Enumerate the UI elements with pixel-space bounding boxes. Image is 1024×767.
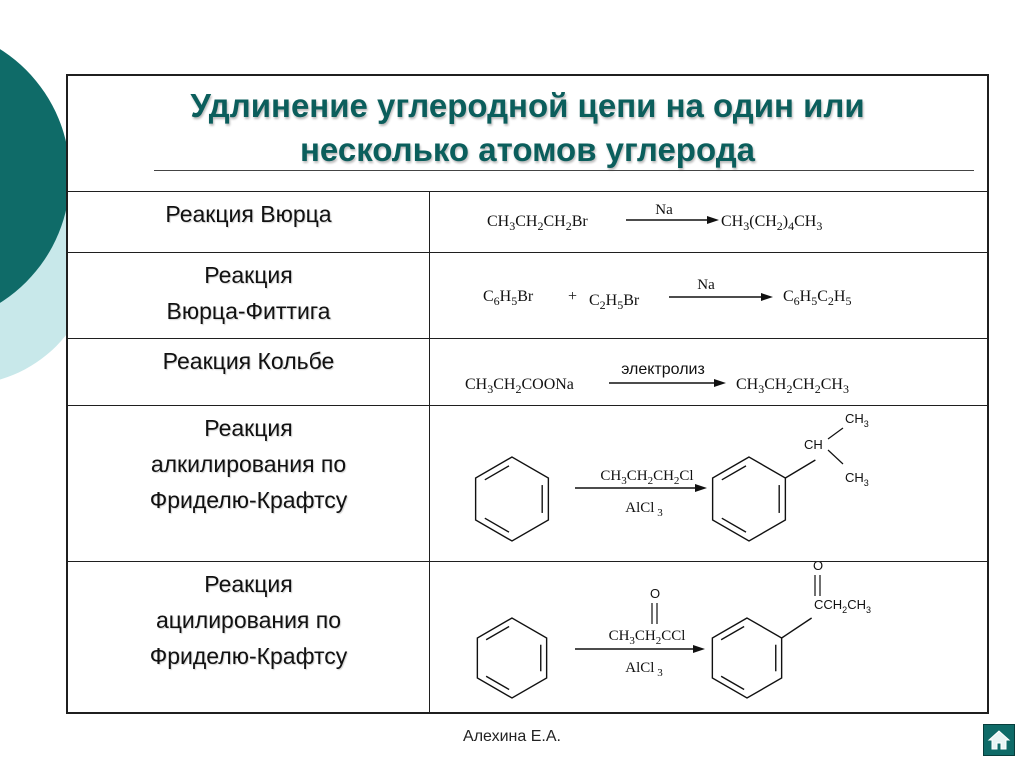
reaction-name-alkylation — [68, 406, 430, 562]
reaction-name-line: ацилирования по — [155, 607, 342, 633]
title-underline — [154, 170, 974, 171]
catalyst-label: AlCl $_3$ — [625, 500, 663, 519]
reagent-label: $CH_3CH_2CH_2Cl$ — [600, 468, 694, 487]
reaction-scheme-wurtz — [431, 192, 987, 253]
home-button[interactable] — [983, 724, 1015, 756]
benzene-reactant-double-bond-0 — [485, 466, 509, 480]
benzene-reactant-double-bond-1 — [485, 518, 509, 532]
reaction-name-acylation — [68, 562, 430, 713]
reaction-scheme-wurtz-fittig — [431, 253, 987, 339]
wurtz-fittig-equation — [431, 253, 987, 339]
acyl-chain-label: $CCH_2CH_3$ — [814, 597, 871, 615]
reagent-label: $CH_3CH_2CCl$ — [608, 628, 686, 647]
table-row-wurtz-fittig — [68, 252, 987, 339]
slide-frame — [66, 74, 989, 714]
substituent-bond — [785, 460, 815, 478]
reaction-name-wurtz-fittig — [68, 253, 430, 339]
benzene-product-double-bond-0 — [721, 626, 744, 639]
author-credit: Алехина Е.А. — [463, 728, 561, 745]
product-formula: $C_6H_5C_2H_5$ — [783, 288, 852, 308]
plus-sign: + — [568, 288, 578, 305]
reagent-label: Na — [655, 202, 673, 218]
reaction-arrow-head — [707, 216, 719, 224]
benzene-product-double-bond-1 — [721, 676, 744, 689]
reagent-oxygen-label: O — [649, 586, 661, 601]
benzene-reactant-ring — [477, 618, 546, 698]
reaction-scheme-acylation — [431, 562, 987, 713]
reaction-name-line: Реакция — [204, 262, 293, 288]
reaction-arrow-head — [693, 645, 705, 653]
benzene-reactant-double-bond-1 — [486, 676, 509, 689]
reaction-scheme-alkylation — [431, 406, 987, 562]
reaction-name-wurtz — [68, 192, 430, 253]
table-row-kolbe — [68, 338, 987, 406]
benzene-product-double-bond-1 — [722, 518, 746, 532]
alkylation-scheme — [431, 406, 987, 562]
wurtz-equation — [431, 192, 987, 253]
product-formula: $CH_3CH_2CH_2CH_3$ — [736, 376, 849, 396]
ch-label: CH — [804, 437, 823, 452]
slide-title-line-1: Удлинение углеродной цепи на один или — [190, 87, 865, 124]
reactions-table — [68, 191, 987, 712]
product-formula: $CH_3(CH_2)_4CH_3$ — [721, 213, 823, 233]
catalyst-label: AlCl $_3$ — [625, 660, 663, 679]
reaction-name-line: Фриделю-Крафтсу — [149, 643, 348, 669]
benzene-reactant-ring — [476, 457, 549, 541]
slide-title — [68, 84, 987, 172]
benzene-product-double-bond-0 — [722, 466, 746, 480]
reaction-name-line: Вюрца-Фиттига — [166, 298, 331, 324]
reaction-name-line: алкилирования по — [150, 451, 347, 477]
substituent-bond — [782, 618, 812, 638]
reagent-label: Na — [697, 277, 715, 293]
reactant-formula: $C_6H_5Br$ — [483, 288, 534, 308]
methyl-bottom-label: $CH_3$ — [845, 470, 869, 488]
methyl-bond-top — [828, 428, 843, 439]
table-row-friedel-crafts-acylation — [68, 561, 987, 713]
home-icon — [987, 728, 1011, 752]
reaction-name-line: Реакция — [204, 571, 293, 597]
benzene-product-ring — [712, 618, 781, 698]
product-oxygen-label: O — [812, 562, 824, 573]
table-row-wurtz — [68, 191, 987, 253]
benzene-product-ring — [713, 457, 786, 541]
reaction-name-line: Реакция Кольбе — [162, 348, 335, 374]
benzene-reactant-double-bond-0 — [486, 626, 509, 639]
methyl-top-label: $CH_3$ — [845, 411, 869, 429]
reaction-name-line: Реакция Вюрца — [165, 201, 332, 227]
reaction-name-line: Фриделю-Крафтсу — [149, 487, 348, 513]
reagent-label: электролиз — [621, 361, 705, 378]
slide-title-line-2: несколько атомов углерода — [299, 131, 755, 168]
reaction-arrow-head — [761, 293, 773, 301]
acylation-scheme — [431, 562, 987, 713]
methyl-bond-bottom — [828, 450, 843, 464]
reactant-formula: $CH_3CH_2COONa$ — [465, 376, 574, 396]
reaction-name-kolbe — [68, 339, 430, 406]
second-reactant-formula: $C_2H_5Br$ — [589, 292, 640, 312]
reaction-scheme-kolbe — [431, 339, 987, 406]
kolbe-equation — [431, 339, 987, 406]
reactant-formula: $CH_3CH_2CH_2Br$ — [487, 213, 588, 233]
reaction-name-line: Реакция — [204, 415, 293, 441]
table-row-friedel-crafts-alkylation — [68, 405, 987, 562]
reaction-arrow-head — [714, 379, 726, 387]
reaction-arrow-head — [695, 484, 707, 492]
